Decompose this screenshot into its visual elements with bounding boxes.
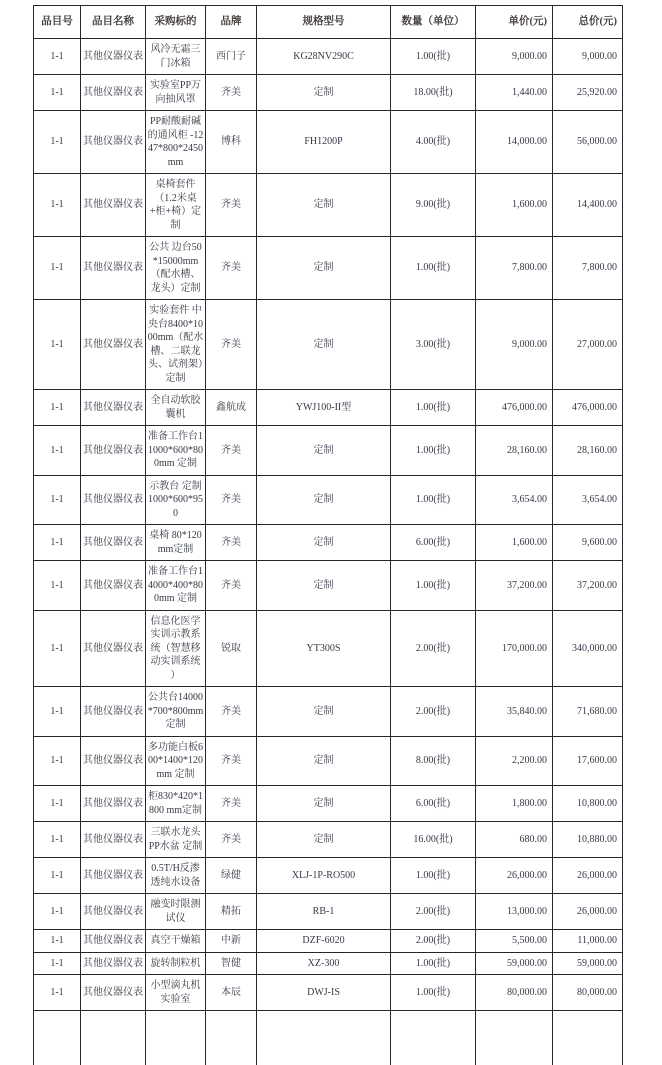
cell-unit_price: 5,500.00 <box>476 930 553 953</box>
cell-item_no: 1-1 <box>34 174 81 237</box>
cell-unit_price: 9,000.00 <box>476 39 553 75</box>
cell-item_name: 其他仪器仪表 <box>81 687 146 737</box>
cell-item_no: 1-1 <box>34 894 81 930</box>
empty-cell <box>81 1011 146 1065</box>
cell-model: 定制 <box>257 561 391 611</box>
cell-target: 公共 边台50*15000mm（配水槽、龙头）定制 <box>146 237 206 300</box>
table-row <box>34 736 623 786</box>
table-row <box>34 237 623 300</box>
cell-target: 多功能白板600*1400*120mm 定制 <box>146 736 206 786</box>
cell-target: 0.5T/H反渗透纯水设备 <box>146 858 206 894</box>
cell-target: 真空干燥箱 <box>146 930 206 953</box>
partial-clipped-row <box>34 1011 623 1065</box>
cell-model: 定制 <box>257 426 391 476</box>
header-row <box>34 6 623 39</box>
cell-total_price: 14,400.00 <box>553 174 623 237</box>
cell-brand: 绿健 <box>206 858 257 894</box>
cell-model: DZF-6020 <box>257 930 391 953</box>
cell-total_price: 340,000.00 <box>553 610 623 687</box>
cell-total_price: 27,000.00 <box>553 300 623 390</box>
cell-qty: 1.00(批) <box>391 237 476 300</box>
column-header-qty: 数量（单位） <box>391 6 476 39</box>
cell-total_price: 17,600.00 <box>553 736 623 786</box>
cell-target: 实验套件 中央台8400*1000mm（配水槽、二联龙头、试剂架）定制 <box>146 300 206 390</box>
cell-unit_price: 1,600.00 <box>476 525 553 561</box>
cell-unit_price: 1,600.00 <box>476 174 553 237</box>
cell-brand: 齐美 <box>206 687 257 737</box>
cell-qty: 1.00(批) <box>391 561 476 611</box>
cell-unit_price: 59,000.00 <box>476 952 553 975</box>
cell-target: PP耐酸耐碱的通风柜 -1247*800*2450mm <box>146 111 206 174</box>
empty-cell <box>553 1011 623 1065</box>
cell-model: 定制 <box>257 237 391 300</box>
cell-model: DWJ-IS <box>257 975 391 1011</box>
cell-model: KG28NV290C <box>257 39 391 75</box>
cell-unit_price: 680.00 <box>476 822 553 858</box>
cell-item_name: 其他仪器仪表 <box>81 475 146 525</box>
table-row <box>34 174 623 237</box>
cell-target: 旋转制粒机 <box>146 952 206 975</box>
cell-qty: 1.00(批) <box>391 975 476 1011</box>
cell-item_name: 其他仪器仪表 <box>81 237 146 300</box>
table-row <box>34 75 623 111</box>
cell-qty: 1.00(批) <box>391 952 476 975</box>
cell-total_price: 59,000.00 <box>553 952 623 975</box>
cell-item_no: 1-1 <box>34 610 81 687</box>
cell-unit_price: 7,800.00 <box>476 237 553 300</box>
cell-item_name: 其他仪器仪表 <box>81 39 146 75</box>
table-row <box>34 475 623 525</box>
cell-brand: 齐美 <box>206 561 257 611</box>
cell-item_name: 其他仪器仪表 <box>81 300 146 390</box>
cell-target: 全自动软胶囊机 <box>146 390 206 426</box>
cell-target: 小型滴丸机实验室 <box>146 975 206 1011</box>
cell-qty: 16.00(批) <box>391 822 476 858</box>
cell-target: 融变时限测试仪 <box>146 894 206 930</box>
cell-total_price: 7,800.00 <box>553 237 623 300</box>
cell-item_no: 1-1 <box>34 822 81 858</box>
column-header-item_no: 品目号 <box>34 6 81 39</box>
cell-total_price: 476,000.00 <box>553 390 623 426</box>
cell-item_no: 1-1 <box>34 390 81 426</box>
cell-item_no: 1-1 <box>34 786 81 822</box>
cell-total_price: 80,000.00 <box>553 975 623 1011</box>
table-row <box>34 975 623 1011</box>
cell-qty: 8.00(批) <box>391 736 476 786</box>
cell-model: 定制 <box>257 300 391 390</box>
cell-item_no: 1-1 <box>34 561 81 611</box>
cell-unit_price: 9,000.00 <box>476 300 553 390</box>
cell-brand: 中新 <box>206 930 257 953</box>
cell-qty: 3.00(批) <box>391 300 476 390</box>
cell-unit_price: 13,000.00 <box>476 894 553 930</box>
cell-brand: 博科 <box>206 111 257 174</box>
table-row <box>34 894 623 930</box>
cell-model: 定制 <box>257 525 391 561</box>
cell-target: 公共台14000*700*800mm 定制 <box>146 687 206 737</box>
cell-unit_price: 476,000.00 <box>476 390 553 426</box>
cell-item_name: 其他仪器仪表 <box>81 390 146 426</box>
cell-model: YWJ100-II型 <box>257 390 391 426</box>
cell-total_price: 37,200.00 <box>553 561 623 611</box>
cell-target: 三联水龙头 PP水盆 定制 <box>146 822 206 858</box>
cell-brand: 齐美 <box>206 237 257 300</box>
column-header-item_name: 品目名称 <box>81 6 146 39</box>
cell-total_price: 26,000.00 <box>553 858 623 894</box>
table-row <box>34 561 623 611</box>
cell-item_name: 其他仪器仪表 <box>81 930 146 953</box>
column-header-target: 采购标的 <box>146 6 206 39</box>
cell-item_no: 1-1 <box>34 111 81 174</box>
cell-qty: 6.00(批) <box>391 525 476 561</box>
cell-model: XLJ-1P-RO500 <box>257 858 391 894</box>
cell-total_price: 26,000.00 <box>553 894 623 930</box>
cell-qty: 4.00(批) <box>391 111 476 174</box>
cell-total_price: 11,000.00 <box>553 930 623 953</box>
cell-unit_price: 80,000.00 <box>476 975 553 1011</box>
cell-item_no: 1-1 <box>34 475 81 525</box>
cell-item_name: 其他仪器仪表 <box>81 952 146 975</box>
cell-brand: 智健 <box>206 952 257 975</box>
cell-qty: 1.00(批) <box>391 39 476 75</box>
table-row <box>34 610 623 687</box>
cell-qty: 1.00(批) <box>391 858 476 894</box>
cell-item_no: 1-1 <box>34 525 81 561</box>
cell-total_price: 28,160.00 <box>553 426 623 476</box>
cell-total_price: 9,600.00 <box>553 525 623 561</box>
cell-unit_price: 14,000.00 <box>476 111 553 174</box>
table-header <box>34 6 623 39</box>
cell-total_price: 25,920.00 <box>553 75 623 111</box>
cell-item_name: 其他仪器仪表 <box>81 75 146 111</box>
cell-unit_price: 1,800.00 <box>476 786 553 822</box>
cell-unit_price: 26,000.00 <box>476 858 553 894</box>
cell-unit_price: 28,160.00 <box>476 426 553 476</box>
cell-target: 风冷无霜三门冰箱 <box>146 39 206 75</box>
cell-qty: 2.00(批) <box>391 610 476 687</box>
cell-unit_price: 37,200.00 <box>476 561 553 611</box>
cell-model: 定制 <box>257 75 391 111</box>
table-row <box>34 858 623 894</box>
table-row <box>34 930 623 953</box>
cell-item_name: 其他仪器仪表 <box>81 894 146 930</box>
cell-item_no: 1-1 <box>34 858 81 894</box>
empty-cell <box>391 1011 476 1065</box>
cell-unit_price: 3,654.00 <box>476 475 553 525</box>
cell-item_name: 其他仪器仪表 <box>81 174 146 237</box>
cell-qty: 2.00(批) <box>391 930 476 953</box>
cell-item_name: 其他仪器仪表 <box>81 786 146 822</box>
cell-item_no: 1-1 <box>34 930 81 953</box>
cell-item_no: 1-1 <box>34 39 81 75</box>
cell-brand: 齐美 <box>206 300 257 390</box>
cell-item_no: 1-1 <box>34 300 81 390</box>
cell-brand: 齐美 <box>206 75 257 111</box>
cell-item_no: 1-1 <box>34 75 81 111</box>
cell-brand: 齐美 <box>206 475 257 525</box>
empty-cell <box>257 1011 391 1065</box>
cell-target: 准备工作台14000*400*800mm 定制 <box>146 561 206 611</box>
table-row <box>34 786 623 822</box>
cell-brand: 精拓 <box>206 894 257 930</box>
cell-item_no: 1-1 <box>34 237 81 300</box>
table-row <box>34 390 623 426</box>
empty-cell <box>34 1011 81 1065</box>
cell-qty: 18.00(批) <box>391 75 476 111</box>
cell-model: XZ-300 <box>257 952 391 975</box>
cell-qty: 1.00(批) <box>391 475 476 525</box>
cell-brand: 齐美 <box>206 822 257 858</box>
cell-qty: 1.00(批) <box>391 390 476 426</box>
procurement-items-table <box>33 5 623 1065</box>
table-row <box>34 525 623 561</box>
cell-brand: 鑫航成 <box>206 390 257 426</box>
cell-brand: 锐取 <box>206 610 257 687</box>
cell-brand: 本辰 <box>206 975 257 1011</box>
cell-model: RB-1 <box>257 894 391 930</box>
cell-item_name: 其他仪器仪表 <box>81 975 146 1011</box>
cell-item_name: 其他仪器仪表 <box>81 525 146 561</box>
cell-qty: 9.00(批) <box>391 174 476 237</box>
cell-total_price: 10,800.00 <box>553 786 623 822</box>
cell-model: YT300S <box>257 610 391 687</box>
cell-item_no: 1-1 <box>34 736 81 786</box>
cell-item_name: 其他仪器仪表 <box>81 858 146 894</box>
cell-target: 信息化医学实训示教系统（智慧移动实训系统 ） <box>146 610 206 687</box>
cell-item_no: 1-1 <box>34 975 81 1011</box>
cell-model: 定制 <box>257 687 391 737</box>
cell-target: 桌椅套件（1.2米桌+柜+椅）定制 <box>146 174 206 237</box>
cell-item_no: 1-1 <box>34 687 81 737</box>
table-body <box>34 39 623 1065</box>
table-row <box>34 300 623 390</box>
cell-total_price: 9,000.00 <box>553 39 623 75</box>
cell-item_name: 其他仪器仪表 <box>81 822 146 858</box>
cell-qty: 2.00(批) <box>391 894 476 930</box>
table-row <box>34 426 623 476</box>
cell-model: 定制 <box>257 786 391 822</box>
document-page <box>0 5 662 1005</box>
cell-qty: 6.00(批) <box>391 786 476 822</box>
cell-unit_price: 170,000.00 <box>476 610 553 687</box>
cell-unit_price: 35,840.00 <box>476 687 553 737</box>
cell-model: FH1200P <box>257 111 391 174</box>
cell-model: 定制 <box>257 475 391 525</box>
cell-model: 定制 <box>257 736 391 786</box>
cell-total_price: 3,654.00 <box>553 475 623 525</box>
cell-brand: 齐美 <box>206 174 257 237</box>
cell-unit_price: 1,440.00 <box>476 75 553 111</box>
cell-brand: 西门子 <box>206 39 257 75</box>
cell-item_no: 1-1 <box>34 952 81 975</box>
cell-item_name: 其他仪器仪表 <box>81 610 146 687</box>
cell-brand: 齐美 <box>206 426 257 476</box>
table-row <box>34 39 623 75</box>
cell-total_price: 56,000.00 <box>553 111 623 174</box>
empty-cell <box>476 1011 553 1065</box>
cell-target: 桌椅 80*120mm定制 <box>146 525 206 561</box>
cell-target: 实验室PP万向抽风罩 <box>146 75 206 111</box>
cell-item_no: 1-1 <box>34 426 81 476</box>
cell-model: 定制 <box>257 822 391 858</box>
cell-target: 示教台 定制1000*600*950 <box>146 475 206 525</box>
cell-item_name: 其他仪器仪表 <box>81 426 146 476</box>
cell-total_price: 10,880.00 <box>553 822 623 858</box>
cell-item_name: 其他仪器仪表 <box>81 561 146 611</box>
column-header-model: 规格型号 <box>257 6 391 39</box>
column-header-total_price: 总价(元) <box>553 6 623 39</box>
cell-brand: 齐美 <box>206 786 257 822</box>
cell-item_name: 其他仪器仪表 <box>81 736 146 786</box>
table-row <box>34 952 623 975</box>
cell-item_name: 其他仪器仪表 <box>81 111 146 174</box>
cell-brand: 齐美 <box>206 525 257 561</box>
cell-unit_price: 2,200.00 <box>476 736 553 786</box>
cell-target: 柜830*420*1800 mm定制 <box>146 786 206 822</box>
cell-model: 定制 <box>257 174 391 237</box>
column-header-brand: 品牌 <box>206 6 257 39</box>
cell-brand: 齐美 <box>206 736 257 786</box>
table-row <box>34 687 623 737</box>
table-row <box>34 111 623 174</box>
column-header-unit_price: 单价(元) <box>476 6 553 39</box>
empty-cell <box>206 1011 257 1065</box>
cell-qty: 2.00(批) <box>391 687 476 737</box>
empty-cell <box>146 1011 206 1065</box>
table-row <box>34 822 623 858</box>
cell-target: 准备工作台11000*600*800mm 定制 <box>146 426 206 476</box>
cell-qty: 1.00(批) <box>391 426 476 476</box>
cell-total_price: 71,680.00 <box>553 687 623 737</box>
